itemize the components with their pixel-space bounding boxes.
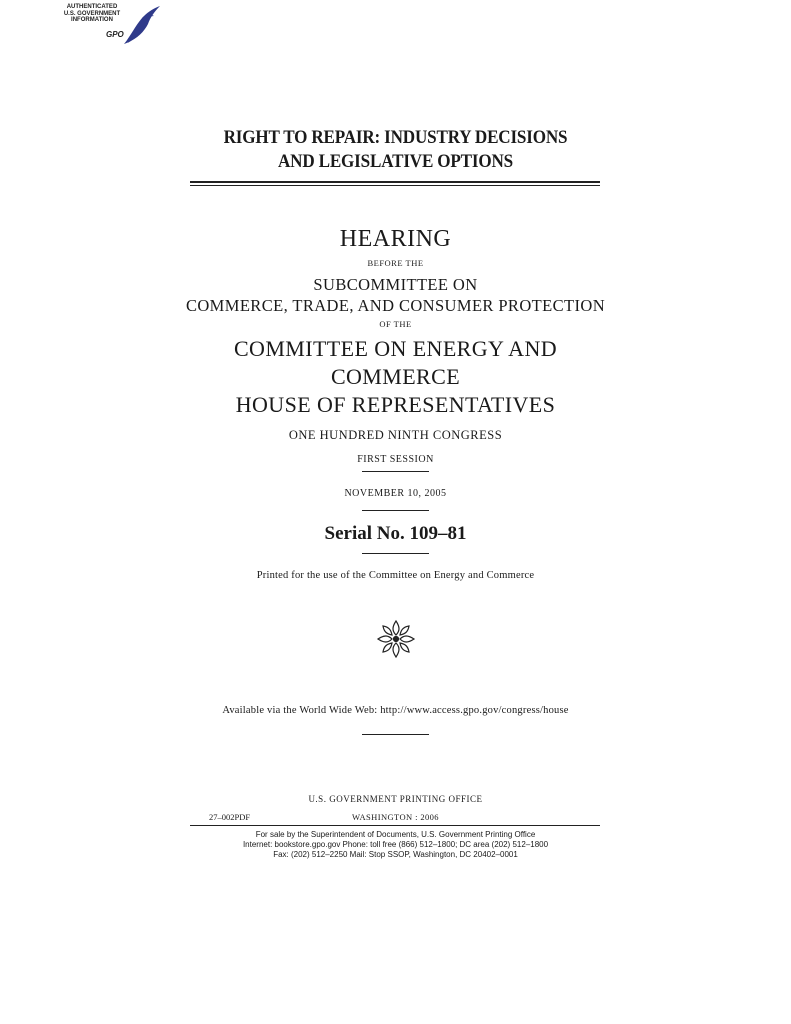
footer-rule bbox=[190, 825, 600, 826]
before-the-label: BEFORE THE bbox=[367, 258, 424, 268]
sale-line-3: Fax: (202) 512–2250 Mail: Stop SSOP, Washington, DC 20402–0001 bbox=[273, 850, 518, 859]
logo-gpo-label: GPO bbox=[106, 30, 124, 39]
title-rule-top bbox=[190, 181, 600, 183]
committee-line-2: COMMERCE bbox=[330, 364, 461, 389]
congress-label: ONE HUNDRED NINTH CONGRESS bbox=[288, 428, 503, 442]
city-year: WASHINGTON : 2006 bbox=[352, 812, 439, 822]
document-id: 27–002PDF bbox=[209, 812, 251, 822]
session-label: FIRST SESSION bbox=[357, 454, 434, 465]
of-the-label: OF THE bbox=[379, 319, 412, 329]
subcommittee-line-2: COMMERCE, TRADE, AND CONSUMER PROTECTION bbox=[185, 296, 606, 315]
title-rule-bottom bbox=[190, 185, 600, 186]
logo-line-1: AUTHENTICATED bbox=[66, 4, 118, 10]
serial-rule bbox=[362, 553, 429, 554]
document-title-line-1: RIGHT TO REPAIR: INDUSTRY DECISIONS bbox=[223, 127, 568, 148]
web-availability-note: Available via the World Wide Web: http://www.access.gpo.gov/congress/house bbox=[222, 705, 569, 716]
gpo-authenticated-logo bbox=[62, 4, 162, 48]
sale-line-1: For sale by the Superintendent of Documents, U.S. Government Printing Office bbox=[255, 830, 536, 839]
subcommittee-line-1: SUBCOMMITTEE ON bbox=[313, 275, 478, 294]
availability-rule bbox=[362, 734, 429, 735]
document-title-line-2: AND LEGISLATIVE OPTIONS bbox=[277, 151, 514, 172]
logo-line-3: INFORMATION bbox=[71, 17, 113, 23]
date-rule bbox=[362, 510, 429, 511]
gpo-ornament-icon bbox=[375, 618, 417, 660]
printed-for-note: Printed for the use of the Committee on Energy and Commerce bbox=[256, 570, 535, 581]
logo-text bbox=[62, 4, 122, 24]
printing-office-label: U.S. GOVERNMENT PRINTING OFFICE bbox=[308, 794, 483, 804]
sale-line-2: Internet: bookstore.gpo.gov Phone: toll free (866) 512–1800; DC area (202) 512–1800 bbox=[242, 840, 549, 849]
hearing-heading: HEARING bbox=[339, 226, 452, 252]
hearing-date: NOVEMBER 10, 2005 bbox=[344, 488, 447, 499]
eagle-icon bbox=[114, 4, 162, 48]
logo-line-2: U.S. GOVERNMENT bbox=[63, 10, 121, 17]
committee-line-3: HOUSE OF REPRESENTATIVES bbox=[235, 392, 556, 417]
session-rule bbox=[362, 471, 429, 472]
committee-line-1: COMMITTEE ON ENERGY AND bbox=[233, 336, 558, 361]
serial-number: Serial No. 109–81 bbox=[324, 523, 467, 544]
